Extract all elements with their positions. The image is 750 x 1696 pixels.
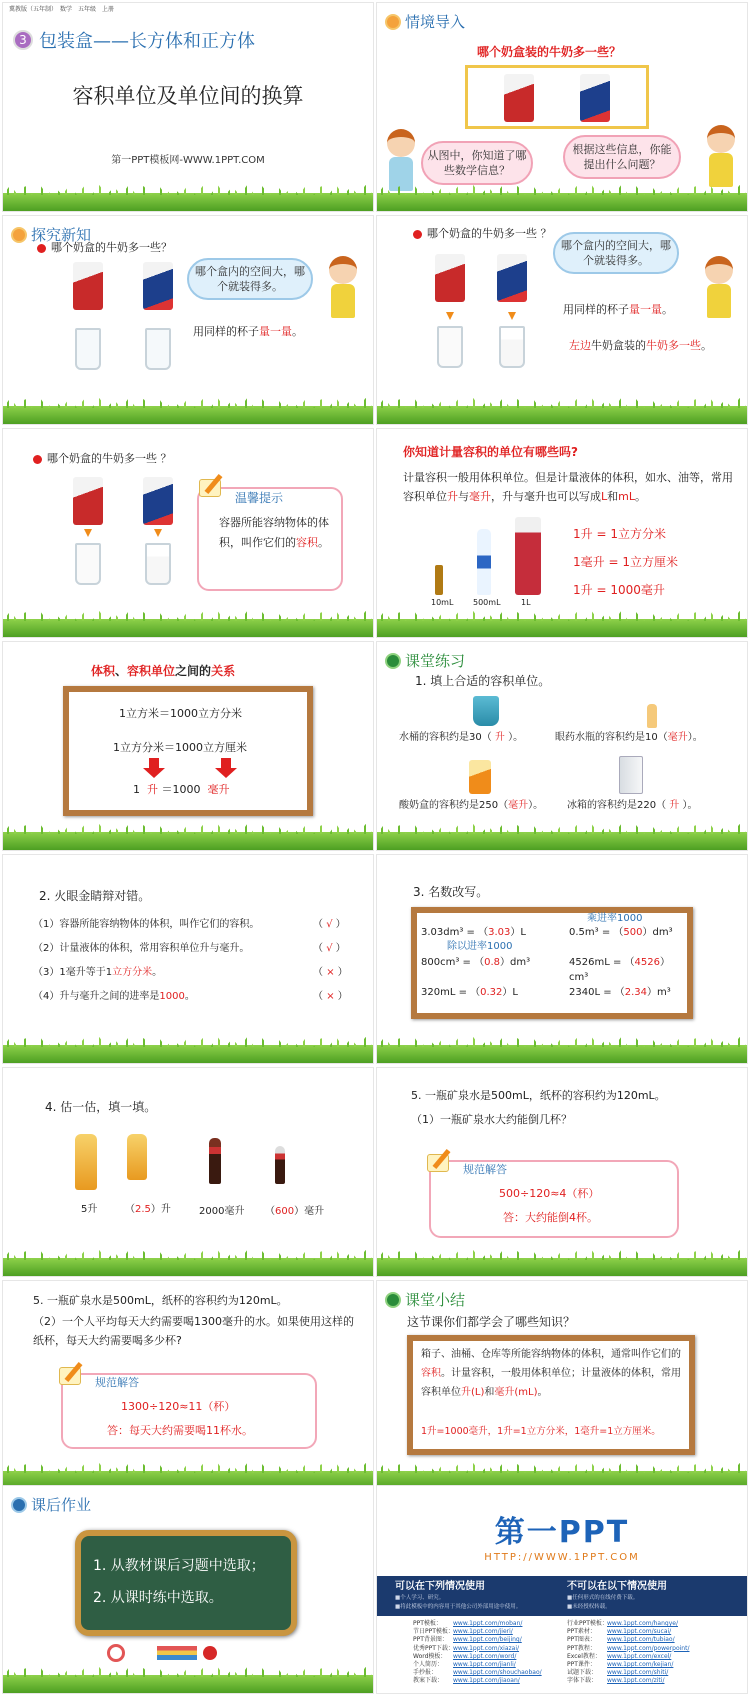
q4: 冰箱的容积约是220（ 升 ）。 <box>567 800 698 811</box>
link-row <box>567 1636 737 1644</box>
milk-carton-left <box>435 254 465 302</box>
q3: 酸奶盒的容积约是250（毫升）。 <box>399 800 544 811</box>
milk-carton-right <box>143 477 173 525</box>
red-down-arrow-icon <box>143 768 165 778</box>
conclusion: 左边牛奶盒装的牛奶多一些。 <box>569 339 712 352</box>
statement-4: （4）升与毫升之间的进率是1000。 <box>33 991 195 1002</box>
fridge-illustration <box>619 756 643 794</box>
link-label: PPT背景图： <box>413 1636 448 1644</box>
cannot-use-sub-2: ■未经授权转载。 <box>567 1604 611 1610</box>
label-estimate-2: （600）毫升 <box>265 1206 325 1217</box>
exercise-heading: 1. 填上合适的容积单位。 <box>415 674 551 688</box>
thought-bubble: 哪个盒内的空间大，哪个就装得多。 <box>553 232 679 274</box>
milk-carton-left <box>504 74 534 122</box>
conversion-board <box>411 907 693 1019</box>
books-illustration <box>157 1646 197 1660</box>
section-badge-icon <box>11 227 27 243</box>
unit-title: 包装盒——长方体和正方体 <box>39 31 255 52</box>
solution-answer: 答：大约能倒4杯。 <box>503 1211 598 1224</box>
lesson-title: 容积单位及单位间的换算 <box>72 84 304 108</box>
relation-board <box>63 686 313 816</box>
link-url[interactable]: www.1ppt.com/jianli/ <box>453 1661 516 1669</box>
slide-14-summary[interactable] <box>376 1280 748 1490</box>
label-2000ml: 2000毫升 <box>199 1206 245 1217</box>
slide-10-conversion[interactable] <box>376 854 748 1064</box>
homework-item-2: 2. 从课时练中选取。 <box>93 1590 223 1606</box>
bottle-label-1l: 1L <box>521 598 531 607</box>
summary-equations: 1升=1000毫升，1升=1立方分米，1毫升=1立方厘米。 <box>421 1426 661 1437</box>
chalkboard <box>75 1530 297 1636</box>
red-down-arrow-icon <box>215 768 237 778</box>
row3-left: 320mL = （0.32）L <box>421 987 518 998</box>
grass-border <box>3 193 373 211</box>
slide-11-estimate[interactable] <box>2 1067 374 1277</box>
link-label: 行业PPT模板： <box>567 1620 608 1627</box>
link-label: 个人简历： <box>413 1661 444 1669</box>
grass-border <box>377 619 747 637</box>
section-title: 课后作业 <box>11 1494 91 1515</box>
homework-item-1: 1. 从教材课后习题中选取； <box>93 1558 265 1574</box>
down-arrow-icon <box>154 529 162 537</box>
statement-2: （2）计量液体的体积，常用容积单位升与毫升。 <box>33 943 250 954</box>
grass-border <box>377 406 747 424</box>
summary-paragraph: 箱子、油桶、仓库等所能容纳物体的体积，通常叫作它们的容积。计量容积，一般用体积单位；计量液体的体积，常用容积单位升(L)和毫升(mL)。 <box>421 1349 681 1398</box>
link-row <box>567 1620 737 1628</box>
section-title: 课堂小结 <box>385 1289 465 1310</box>
grass-border <box>377 193 747 211</box>
thought-bubble: 哪个盒内的空间大，哪个就装得多。 <box>187 258 313 300</box>
link-url[interactable]: www.1ppt.com/tubiao/ <box>607 1636 675 1644</box>
link-url[interactable]: www.1ppt.com/shouchaobao/ <box>453 1669 542 1677</box>
empty-glass-right <box>145 328 171 370</box>
summary-board <box>407 1335 695 1455</box>
speech-bubble-right: 根据这些信息，你能提出什么问题？ <box>563 135 681 179</box>
relation-line-2: 1立方分米＝1000立方厘米 <box>113 741 247 754</box>
link-url[interactable]: www.1ppt.com/kejian/ <box>607 1661 674 1669</box>
problem-line-1: 5. 一瓶矿泉水是500mL，纸杯的容积约为120mL。 <box>33 1294 288 1307</box>
link-row <box>567 1653 737 1661</box>
label-5l: 5升 <box>81 1204 98 1215</box>
grass-border <box>3 406 373 424</box>
yogurt-box-illustration <box>469 760 491 794</box>
link-label: 字体下载： <box>567 1677 598 1685</box>
bottle-label-10ml: 10mL <box>431 598 454 607</box>
equation-1: 1升 = 1立方分米 <box>573 527 666 541</box>
link-url[interactable]: www.1ppt.com/jiaoan/ <box>453 1677 520 1685</box>
product-frame <box>465 65 649 129</box>
grass-border <box>377 1258 747 1276</box>
milk-carton-left <box>73 262 103 310</box>
link-row <box>567 1661 737 1669</box>
q2: 眼药水瓶的容积约是10（毫升）。 <box>555 732 703 743</box>
red-down-arrow-icon <box>221 758 231 768</box>
intro-paragraph: 计量容积一般用体积单位。但是计量液体的体积，如水、油等，常用容积单位升与毫升，升与毫升也可以写成L和mL。 <box>403 471 733 503</box>
answer-mark-4: （ × ） <box>313 991 348 1002</box>
top-bar: 冀教版（五年制） 数学 五年级 上册 <box>9 6 115 13</box>
solution-title: 规范解答 <box>463 1163 507 1176</box>
section-badge-icon <box>385 14 401 30</box>
link-url[interactable]: www.1ppt.com/shiti/ <box>607 1669 669 1677</box>
milk-carton-right <box>580 74 610 122</box>
milk-carton-right <box>143 262 173 310</box>
slide-7-relations[interactable] <box>2 641 374 851</box>
link-url[interactable]: www.1ppt.com/jieri/ <box>453 1628 513 1636</box>
bullet-dot-icon <box>37 244 46 253</box>
water-bottle-500ml <box>477 529 491 595</box>
link-label: 优秀PPT下载： <box>413 1644 454 1652</box>
link-url[interactable]: www.1ppt.com/beijing/ <box>453 1636 522 1644</box>
notepad-pencil-icon <box>427 1148 455 1172</box>
solution-calc: 500÷120≈4（杯） <box>499 1187 600 1200</box>
speech-bubble-left: 从图中，你知道了哪些数学信息？ <box>421 141 533 185</box>
link-row <box>413 1653 563 1661</box>
link-url[interactable]: www.1ppt.com/word/ <box>453 1652 517 1660</box>
link-label: Excel教程： <box>567 1652 601 1660</box>
empty-glass-left <box>75 328 101 370</box>
slide-16-brand[interactable] <box>376 1485 748 1694</box>
slide-1-title[interactable] <box>2 2 374 212</box>
section-title: 情境导入 <box>385 11 465 32</box>
answer-mark-3: （ × ） <box>313 967 348 978</box>
slide-3-explore[interactable] <box>2 215 374 425</box>
slide-heading: 体积、容积单位之间的关系 <box>91 664 236 678</box>
link-label: PPT图表： <box>567 1636 596 1644</box>
link-row <box>413 1661 563 1669</box>
solution-calc: 1300÷120≈11（杯） <box>121 1400 236 1413</box>
slide-9-true-false[interactable] <box>2 854 374 1064</box>
row1-left: 3.03dm³ = （3.03）L <box>421 927 526 938</box>
row2-left: 800cm³ = （0.8）dm³ <box>421 957 531 968</box>
link-label: 试题下载： <box>567 1669 598 1677</box>
full-glass-left <box>437 326 463 368</box>
section-badge-icon <box>385 1292 401 1308</box>
down-arrow-icon <box>508 312 516 320</box>
grass-border <box>3 832 373 850</box>
link-label: 节日PPT模板： <box>413 1628 454 1636</box>
link-row <box>567 1677 737 1685</box>
grass-border <box>3 1675 373 1693</box>
answer-mark-1: （ √ ） <box>313 919 346 930</box>
grass-border <box>3 1045 373 1063</box>
problem-line-2: （1）一瓶矿泉水大约能倒几杯？ <box>411 1113 572 1126</box>
can-use-sub-2: ■将此模板中的内容用于其他公司外部用途中使用。 <box>395 1604 522 1610</box>
grass-border <box>377 832 747 850</box>
answer-mark-2: （ √ ） <box>313 943 346 954</box>
statement-1: （1）容器所能容纳物体的体积，叫作它们的容积。 <box>33 919 260 930</box>
boy-right-illustration <box>703 125 739 187</box>
exercise-heading: 3. 名数改写。 <box>413 885 489 899</box>
red-down-arrow-icon <box>149 758 159 768</box>
cannot-use-sub: ■任何形式的在线付费下载。 <box>567 1595 639 1601</box>
exercise-heading: 4. 估一估，填一填。 <box>45 1100 157 1114</box>
site-credit: 第一PPT模板网-WWW.1PPT.COM <box>111 155 265 166</box>
full-glass-left <box>75 543 101 585</box>
grass-border <box>377 1045 747 1063</box>
solution-answer: 答：每天大约需要喝11杯水。 <box>107 1424 253 1437</box>
link-url[interactable]: www.1ppt.com/excel/ <box>607 1652 672 1660</box>
link-row <box>413 1636 563 1644</box>
statement-3: （3）1毫升等于1立方分米。 <box>33 967 163 978</box>
relation-line-1: 1立方米＝1000立方分米 <box>119 707 242 720</box>
milk-carton-right <box>497 254 527 302</box>
problem-line-1: 5. 一瓶矿泉水是500mL，纸杯的容积约为120mL。 <box>411 1089 666 1102</box>
problem-line-2: （2）一个人平均每天大约需要喝1300毫升的水。如果使用这样的纸杯，每天大约需要喝多少杯? <box>33 1315 354 1347</box>
unit-header <box>13 27 255 53</box>
slide-2-intro[interactable] <box>376 2 748 212</box>
link-label: 教案下载： <box>413 1677 444 1685</box>
multiply-note: 乘进率1000 <box>587 913 643 924</box>
slide-13-problem-2[interactable] <box>2 1280 374 1490</box>
down-arrow-icon <box>84 529 92 537</box>
tip-title: 温馨提示 <box>235 491 284 505</box>
link-row <box>413 1620 563 1628</box>
link-label: PPT素材： <box>567 1628 596 1636</box>
grass-border <box>3 619 373 637</box>
link-label: PPT课件： <box>567 1661 596 1669</box>
measure-hint: 用同样的杯子量一量。 <box>563 303 673 316</box>
license-panel <box>377 1576 747 1616</box>
slide-15-homework[interactable] <box>2 1485 374 1694</box>
down-arrow-icon <box>446 312 454 320</box>
bullet-dot-icon <box>413 230 422 239</box>
tip-box: 容器所能容纳物体的体积，叫作它们的容积。 <box>197 487 343 591</box>
link-url[interactable]: www.1ppt.com/ziti/ <box>607 1677 665 1685</box>
clock-illustration <box>107 1644 125 1662</box>
divide-note: 除以进率1000 <box>447 941 513 952</box>
link-url[interactable]: www.1ppt.com/moban/ <box>453 1620 523 1627</box>
boy-left-illustration <box>383 129 419 191</box>
boy-illustration <box>701 256 737 318</box>
cola-bottle-small <box>275 1146 285 1184</box>
relation-line-3: 1 升 ＝1000 毫升 <box>133 783 230 796</box>
juice-carton-1l <box>515 517 541 595</box>
q1: 水桶的容积约是30（ 升 ）。 <box>399 732 524 743</box>
bullet-dot-icon <box>33 455 42 464</box>
link-row <box>413 1677 563 1685</box>
brand-logo: 第一PPT <box>494 1515 630 1550</box>
grass-border <box>3 1258 373 1276</box>
link-row <box>413 1645 563 1653</box>
slide-8-practice[interactable] <box>376 641 748 851</box>
row1-right: 0.5m³ = （500）dm³ <box>569 927 673 938</box>
cannot-use-title: 不可以在以下情况使用 <box>567 1581 667 1592</box>
link-url[interactable]: www.1ppt.com/sucai/ <box>607 1628 672 1636</box>
link-label: 手抄报： <box>413 1669 438 1677</box>
section-title: 课堂练习 <box>385 650 465 671</box>
partial-glass-right <box>145 543 171 585</box>
section-badge-icon <box>11 1497 27 1513</box>
can-use-title: 可以在下列情况使用 <box>395 1581 485 1592</box>
slide-heading: 你知道计量容积的单位有哪些吗? <box>403 445 578 459</box>
slide-6-units[interactable] <box>376 428 748 638</box>
unit-number-badge: 3 <box>13 30 33 50</box>
oil-jug-small <box>127 1134 147 1180</box>
section-title: 探究新知 <box>11 224 91 245</box>
slide-12-problem-1[interactable] <box>376 1067 748 1277</box>
row3-right: 2340L = （2.34）m³ <box>569 987 671 998</box>
question: 哪个奶盒的牛奶多一些？ <box>37 240 172 257</box>
equation-2: 1毫升 = 1立方厘米 <box>573 555 678 569</box>
links-left-list <box>413 1620 563 1686</box>
link-label: PPT模板： <box>413 1620 442 1627</box>
bucket-illustration <box>473 696 499 726</box>
exercise-heading: 2. 火眼金睛辩对错。 <box>39 889 151 903</box>
cola-bottle-large <box>209 1138 221 1184</box>
equation-3: 1升 = 1000毫升 <box>573 583 665 597</box>
vial-10ml <box>435 565 443 595</box>
link-label: PPT教程： <box>567 1644 596 1652</box>
eye-drop-bottle-illustration <box>647 704 657 728</box>
summary-heading: 这节课你们都学会了哪些知识？ <box>407 1315 576 1329</box>
row2-right: 4526mL = （4526）cm³ <box>569 957 670 983</box>
notepad-pencil-icon <box>59 1361 87 1385</box>
oil-jug-large <box>75 1134 97 1190</box>
bottle-label-500ml: 500mL <box>473 598 501 607</box>
partial-glass-right <box>499 326 525 368</box>
notepad-pencil-icon <box>199 473 227 497</box>
label-estimate-1: （2.5）升 <box>125 1204 171 1215</box>
question: 哪个奶盒装的牛奶多一些？ <box>477 45 622 59</box>
section-badge-icon <box>385 653 401 669</box>
apple-illustration <box>203 1646 217 1660</box>
boy-illustration <box>325 256 361 318</box>
milk-carton-left <box>73 477 103 525</box>
link-label: Word模板： <box>413 1652 447 1660</box>
solution-title: 规范解答 <box>95 1376 139 1389</box>
slide-4-explore[interactable] <box>376 215 748 425</box>
link-url[interactable]: www.1ppt.com/xiazai/ <box>453 1644 520 1652</box>
link-url[interactable]: www.1ppt.com/hangye/ <box>607 1620 678 1627</box>
can-use-sub: ■个人学习、研究。 <box>395 1595 445 1601</box>
link-url[interactable]: www.1ppt.com/powerpoint/ <box>607 1644 690 1652</box>
question: 哪个奶盒的牛奶多一些 ？ <box>413 226 552 243</box>
link-row <box>567 1645 737 1653</box>
slide-5-tip[interactable] <box>2 428 374 638</box>
question: 哪个奶盒的牛奶多一些 ？ <box>33 451 172 468</box>
measure-hint: 用同样的杯子量一量。 <box>193 325 303 338</box>
brand-url: HTTP://WWW.1PPT.COM <box>484 1552 640 1563</box>
links-right-list <box>567 1620 737 1686</box>
